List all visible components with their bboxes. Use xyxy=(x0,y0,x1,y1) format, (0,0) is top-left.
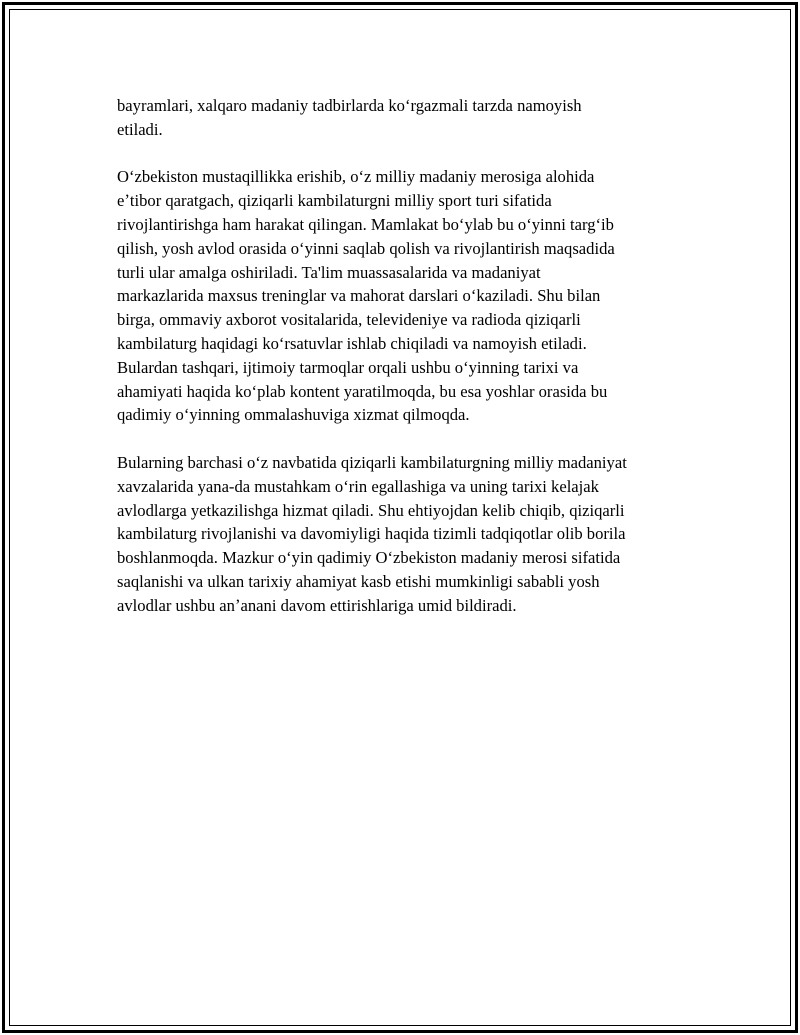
document-body xyxy=(117,94,687,641)
paragraph-1: bayramlari, xalqaro madaniy tadbirlarda koʻrgazmali tarzda namoyish etiladi. xyxy=(117,96,582,139)
paragraph-3: Bularning barchasi oʻz navbatida qiziqarli kambilaturgning milliy madaniyat xavzalarida yana-da mustahkam oʻrin egallashiga va uning tarixi kelajak avlodlarga yetkazilishga hizmat qiladi. Shu ehtiyojdan kelib chiqib, qiziqarli kambilaturg rivojlanishi va davomiyligi haqida tizimli tadqiqotlar olib borila boshlanmoqda. Mazkur oʻyin qadimiy Oʻzbekiston madaniy merosi sifatida saqlanishi va ulkan tarixiy ahamiyat kasb etishi mumkinligi sababli yosh avlodlar ushbu anʼanani davom ettirishlariga umid bildiradi. xyxy=(117,452,627,615)
paragraph-2: Oʻzbekiston mustaqillikka erishib, oʻz milliy madaniy merosiga alohida eʼtibor qaratgach, qiziqarli kambilaturgni milliy sport turi sifatida rivojlantirishga ham harakat qilingan. Mamlakat boʻylab bu oʻyinni targʻib qilish, yosh avlod orasida oʻyinni saqlab qolish va rivojlantirish maqsadida turli ular amalga oshiriladi. Ta'lim muassasalarida va madaniyat markazlarida maxsus treninglar va mahorat darslari oʻkaziladi. Shu bilan birga, ommaviy axborot vositalarida, televideniye va radioda qiziqarli kambilaturg haqidagi koʻrsatuvlar ishlab chiqiladi va namoyish etiladi. Bulardan tashqari, ijtimoiy tarmoqlar orqali ushbu oʻyinning tarixi va ahamiyati haqida koʻplab kontent yaratilmoqda, bu esa yoshlar orasida bu qadimiy oʻyinning ommalashuviga xizmat qilmoqda. xyxy=(117,167,615,425)
